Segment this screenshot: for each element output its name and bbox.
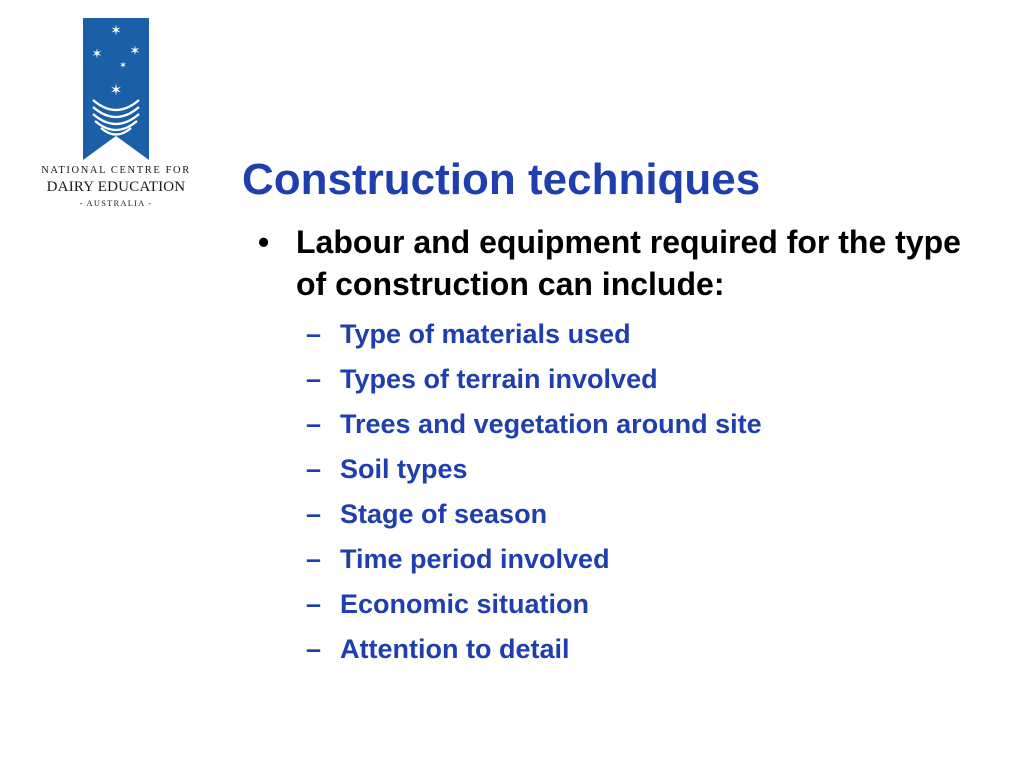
sub-bullet-item [306,315,978,360]
sub-bullet-item [306,450,978,495]
sub-bullet-dash: – [306,319,322,349]
sub-bullet-text: Type of materials used [340,319,631,349]
svg-text:✶: ✶ [119,61,127,71]
bullet-item [258,221,978,305]
sub-bullet-text: Trees and vegetation around site [340,409,762,439]
logo-org-line: NATIONAL CENTRE FOR [41,165,191,176]
sub-bullet-text: Economic situation [340,589,590,619]
sub-bullet-text: Time period involved [340,544,610,574]
sub-bullet-item [306,405,978,450]
bullet-list [258,221,978,675]
slide-title: Construction techniques [242,155,761,204]
bullet-text: Labour and equipment required for the type of construction can include: [296,224,961,302]
svg-text:✶: ✶ [129,44,141,59]
sub-bullet-text: Stage of season [340,499,548,529]
sub-bullet-text: Attention to detail [340,634,570,664]
svg-text:✶: ✶ [91,47,103,62]
sub-bullet-dash: – [306,544,322,574]
svg-text:✶: ✶ [110,23,122,39]
sub-bullet-dash: – [306,409,322,439]
sub-bullet-dash: – [306,499,322,529]
ncde-logo [30,18,202,214]
logo-country-line: - AUSTRALIA - [79,198,153,208]
bullet-marker: • [258,224,270,260]
sub-bullet-dash: – [306,634,322,664]
sub-bullet-item [306,495,978,540]
logo-name-line: DAIRY EDUCATION [46,179,186,195]
sub-bullet-text: Types of terrain involved [340,364,658,394]
sub-bullet-text: Soil types [340,454,468,484]
sub-bullet-dash: – [306,364,322,394]
sub-bullet-item [306,360,978,405]
sub-bullet-item [306,540,978,585]
sub-bullet-item [306,630,978,675]
southern-cross-banner-icon [83,18,149,160]
sub-bullet-dash: – [306,589,322,619]
sub-bullet-item [306,585,978,630]
svg-text:✶: ✶ [109,81,123,99]
sub-bullet-list [258,315,978,675]
sub-bullet-dash: – [306,454,322,484]
